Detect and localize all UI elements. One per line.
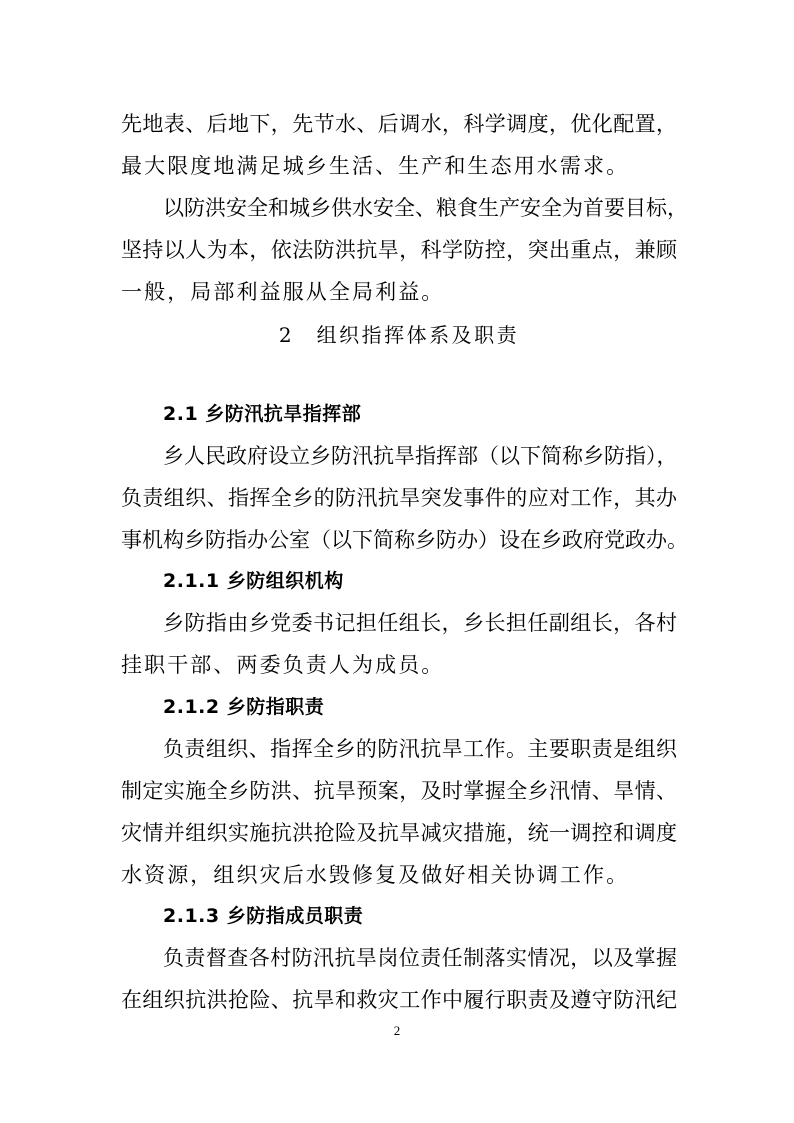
paragraph-line: 乡防指由乡党委书记担任组长，乡长担任副组长，各村 (163, 611, 677, 635)
section-title: 2 组织指挥体系及职责 (278, 323, 520, 347)
paragraph-line: 一般，局部利益服从全局利益。 (121, 280, 445, 304)
paragraph-line: 负责督查各村防汛抗旱岗位责任制落实情况，以及掌握 (163, 946, 677, 970)
paragraph-line: 制定实施全乡防洪、抗旱预案，及时掌握全乡汛情、旱情、 (121, 779, 677, 803)
paragraph-line: 水资源，组织灾后水毁修复及做好相关协调工作。 (121, 863, 630, 887)
paragraph-line: 负责组织、指挥全乡的防汛抗旱工作。主要职责是组织 (163, 737, 677, 761)
paragraph-line: 负责组织、指挥全乡的防汛抗旱突发事件的应对工作，其办 (121, 486, 677, 510)
paragraph-line: 乡人民政府设立乡防汛抗旱指挥部（以下简称乡防指）， (163, 444, 678, 468)
paragraph-line: 灾情并组织实施抗洪抢险及抗旱减灾措施，统一调控和调度 (121, 821, 677, 845)
subsection-heading: 2.1.3 乡防指成员职责 (163, 905, 364, 927)
subsection-heading: 2.1.1 乡防组织机构 (163, 570, 344, 592)
paragraph-line: 以防洪安全和城乡供水安全、粮食生产安全为首要目标， (163, 196, 688, 220)
paragraph-line: 在组织抗洪抢险、抗旱和救灾工作中履行职责及遵守防汛纪 (121, 988, 677, 1012)
paragraph-line: 坚持以人为本，依法防洪抗旱，科学防控，突出重点，兼顾 (121, 238, 677, 262)
paragraph-line: 事机构乡防指办公室（以下简称乡防办）设在乡政府党政办。 (121, 528, 688, 552)
paragraph-line: 最大限度地满足城乡生活、生产和生态用水需求。 (121, 154, 630, 178)
paragraph-line: 先地表、后地下，先节水、后调水，科学调度，优化配置， (121, 112, 677, 136)
page-number: 2 (393, 1023, 401, 1038)
subsection-heading: 2.1 乡防汛抗旱指挥部 (163, 403, 362, 425)
subsection-heading: 2.1.2 乡防指职责 (163, 696, 325, 718)
paragraph-line: 挂职干部、两委负责人为成员。 (121, 653, 445, 677)
